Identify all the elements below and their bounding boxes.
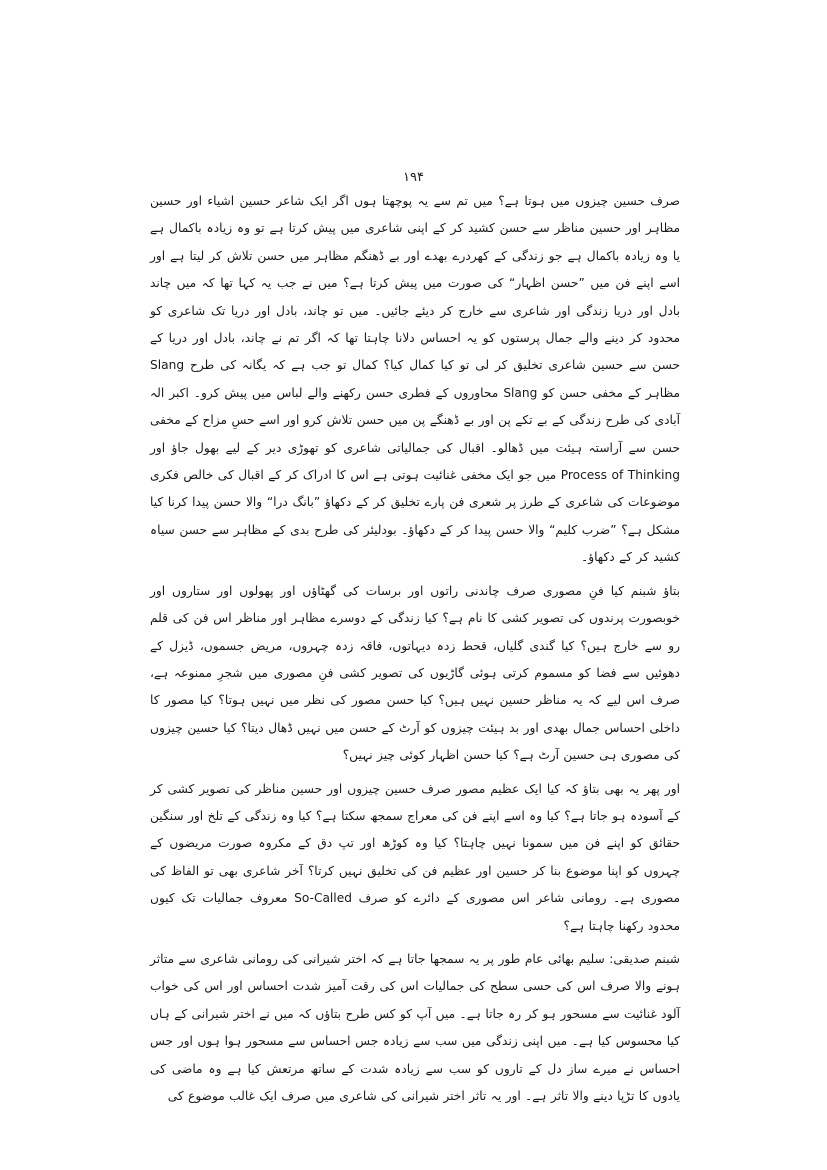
paragraph-4 [150, 946, 680, 1110]
paragraph-4-text: سلیم بھائی عام طور پر یہ سمجھا جاتا ہے کہ اختر شیرانی کی رومانی شاعری سے متاثر ہونے والا صرف اس کی حسی سطح کی جمالیات اس کی رقت آمیز شدت احساس اور اس کی خواب آلود غنائیت سے مسحور ہو کر رہ جاتا ہے۔ میں آپ کو کس طرح بتاؤں کہ میں نے اختر شیرانی کے ہاں کیا محسوس کیا ہے۔ میں اپنی زندگی میں سب سے زیادہ جس احساس سے مسحور ہوا ہوں اور جس احساس نے میرے ساز دل کے تاروں کو سب سے زیادہ شدت کے ساتھ مرتعش کیا ہے وہ ماضی کی یادوں کا تڑپا دینے والا تاثر ہے۔ اور یہ تاثر اختر شیرانی کی شاعری میں صرف ایک غالب موضوع کی [150, 951, 680, 1103]
paragraph-2: بتاؤ شبنم کیا فنِ مصوری صرف چاندنی راتوں اور برسات کی گھٹاؤں اور پھولوں اور ستاروں اور خوبصورت پرندوں کی تصویر کشی کا نام ہے؟ کیا زندگی کے دوسرے مظاہر اور مناظر اس فن کی قلم رو سے خارج ہیں؟ کیا گندی گلیاں، قحط زدہ دیہاتوں، فاقہ زدہ چہروں، مریض جسموں، ڈیزل کے دھوئیں سے فضا کو مسموم کرتی ہوئی گاڑیوں کی تصویر کشی فنِ مصوری میں شجرِ ممنوعہ ہے، صرف اس لیے کہ یہ مناظر حسین نہیں ہیں؟ کیا حسن مصور کی نظر میں نہیں ہوتا؟ کیا مصور کا داخلی احساس جمال بھدی اور بد ہیئت چیزوں کو آرٹ کے حسن میں نہیں ڈھال دیتا؟ کیا حسین چیزوں کی مصوری ہی حسین آرٹ ہے؟ کیا حسن اظہار کوئی چیز نہیں؟ [150, 583, 680, 763]
speaker-label: شبنم صدیقی: [609, 951, 681, 966]
paragraph-3: اور پھر یہ بھی بتاؤ کہ کیا ایک عظیم مصور صرف حسین چیزوں اور حسین مناظر کی تصویر کشی کر کے آسودہ ہو جاتا ہے؟ کیا وہ اسے اپنے فن کی معراج سمجھ سکتا ہے؟ کیا وہ زندگی کے تلخ اور سنگین حقائق کو اپنے فن میں سمونا نہیں چاہتا؟ کیا وہ کوڑھ اور تپ دق کے مکروہ صورت مریضوں کے چہروں کو اپنا موضوع بنا کر حسین اور عظیم فن کی تخلیق نہیں کرتا؟ آخر شاعری بھی تو الفاظ کی مصوری ہے۔ رومانی شاعر اس مصوری کے دائرے کو صرف So-Called معروف جمالیات تک کیوں محدود رکھنا چاہتا ہے؟ [150, 781, 680, 933]
document-body [150, 188, 680, 1116]
paragraph-1: صرف حسین چیزوں میں ہوتا ہے؟ میں تم سے یہ پوچھتا ہوں اگر ایک شاعر حسین اشیاء اور حسین مظاہر اور حسین مناظر سے حسن کشید کر کے اپنی شاعری میں پیش کرتا ہے تو وہ زیادہ باکمال ہے یا وہ زیادہ باکمال ہے جو زندگی کے کھردرے بھدے اور بے ڈھنگم مظاہر میں حسن تلاش کر لیتا ہے اور اسے اپنے فن میں ”حسن اظہار“ کی صورت میں پیش کرتا ہے؟ میں نے جب یہ کہا تھا کہ میں چاند بادل اور دریا زندگی اور شاعری سے خارج کر دیئے جائیں۔ میں تو چاند، بادل اور دریا تک شاعری کو محدود کر دینے والے جمال پرستوں کو یہ احساس دلانا چاہتا تھا کہ اگر تم نے چاند، بادل اور دریا کے حسن سے حسین شاعری تخلیق کر لی تو کیا کمال کیا؟ کمال تو جب ہے کہ یگانہ کی طرح Slang مظاہر کے مخفی حسن کو Slang محاوروں کے فطری حسن رکھنے والے لباس میں پیش کرو۔ اکبر الہ آبادی کی طرح زندگی کے بے تکے پن اور بے ڈھنگے پن میں حسن تلاش کرو اور اسے حسِ مزاح کے مخفی حسن سے آراستہ ہیئت میں ڈھالو۔ اقبال کی جمالیاتی شاعری کو تھوڑی دیر کے لیے بھول جاؤ اور Process of Thinking میں جو ایک مخفی غنائیت ہوتی ہے اس کا ادراک کر کے اقبال کی خالص فکری موضوعات کی شاعری کے طرز پر شعری فن پارے تخلیق کر کے دکھاؤ ”بانگ درا“ والا حسن پیدا کرنا کیا مشکل ہے؟ ”ضرب کلیم“ والا حسن پیدا کر کے دکھاؤ۔ بودلیئر کی طرح بدی کے مظاہر سے حسن سیاہ کشید کر کے دکھاؤ۔ [150, 194, 680, 565]
page-number: ۱۹۴ [403, 170, 424, 185]
